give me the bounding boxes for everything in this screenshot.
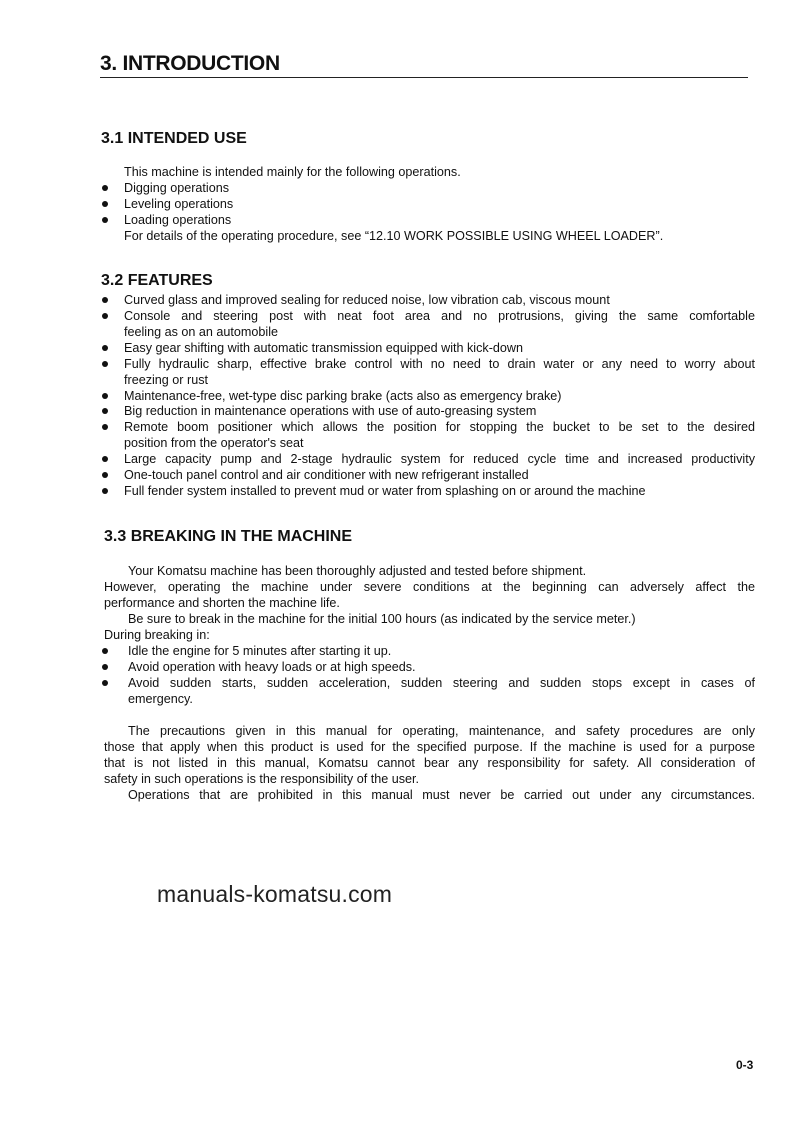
bullet-icon xyxy=(102,361,108,367)
bullet-icon xyxy=(102,201,108,207)
page-number: 0-3 xyxy=(736,1058,754,1072)
text-line: Big reduction in maintenance operations with use of auto-greasing system xyxy=(124,404,537,418)
text-line: position from the operator's seat xyxy=(124,436,304,450)
text-line: The precautions given in this manual for operating, maintenance, and safety procedures are only xyxy=(128,724,755,738)
bullet-icon xyxy=(102,313,108,319)
bullet-icon xyxy=(102,345,108,351)
text-line: Avoid sudden starts, sudden acceleration, sudden steering and sudden stops except in cases of xyxy=(128,676,755,690)
text-line: performance and shorten the machine life. xyxy=(104,596,340,610)
text-line: Fully hydraulic sharp, effective brake control with no need to drain water or any need to worry about xyxy=(124,357,755,371)
text-line: Operations that are prohibited in this manual must never be carried out under any circumstances. xyxy=(128,788,755,802)
bullet-icon xyxy=(102,680,108,686)
text-line: Curved glass and improved sealing for reduced noise, low vibration cab, viscous mount xyxy=(124,293,610,307)
text-line: Large capacity pump and 2-stage hydraulic system for reduced cycle time and increased productivity xyxy=(124,452,755,466)
text-line: freezing or rust xyxy=(124,373,208,387)
intended-use-intro: This machine is intended mainly for the following operations. xyxy=(124,165,461,179)
section-heading-intended-use: 3.1 INTENDED USE xyxy=(101,130,247,147)
text-line: Console and steering post with neat foot area and no protrusions, giving the same comfortable xyxy=(124,309,755,323)
section-heading-features: 3.2 FEATURES xyxy=(101,272,213,289)
text-line: feeling as on an automobile xyxy=(124,325,279,339)
text-line: emergency. xyxy=(128,692,193,706)
bullet-icon xyxy=(102,456,108,462)
text-line: Idle the engine for 5 minutes after starting it up. xyxy=(128,644,392,658)
watermark: manuals-komatsu.com xyxy=(157,881,393,907)
text-line: Full fender system installed to prevent mud or water from splashing on or around the machine xyxy=(124,484,646,498)
bullet-icon xyxy=(102,185,108,191)
text-line: One-touch panel control and air conditioner with new refrigerant installed xyxy=(124,468,529,482)
bullet-icon xyxy=(102,648,108,654)
text-line: safety in such operations is the responsibility of the user. xyxy=(104,772,420,786)
text-line: those that apply when this product is used for the specified purpose. If the machine is used for a purpose xyxy=(104,740,755,754)
text-line: Easy gear shifting with automatic transmission equipped with kick-down xyxy=(124,341,523,355)
text-line: During breaking in: xyxy=(104,628,210,642)
chapter-title: 3. INTRODUCTION xyxy=(100,52,280,75)
text-line: Maintenance-free, wet-type disc parking brake (acts also as emergency brake) xyxy=(124,389,562,403)
bullet-icon xyxy=(102,424,108,430)
list-item: Digging operations xyxy=(124,181,230,195)
bullet-icon xyxy=(102,472,108,478)
bullet-icon xyxy=(102,217,108,223)
text-line: Avoid operation with heavy loads or at high speeds. xyxy=(128,660,416,674)
bullet-icon xyxy=(102,408,108,414)
text-line: However, operating the machine under severe conditions at the beginning can adversely affect the xyxy=(104,580,755,594)
bullet-icon xyxy=(102,393,108,399)
list-item: Leveling operations xyxy=(124,197,234,211)
bullet-icon xyxy=(102,297,108,303)
text-line: Remote boom positioner which allows the position for stopping the bucket to be set to the desired xyxy=(124,420,755,434)
section-heading-breaking-in: 3.3 BREAKING IN THE MACHINE xyxy=(104,528,353,545)
intended-use-note: For details of the operating procedure, see “12.10 WORK POSSIBLE USING WHEEL LOADER”. xyxy=(124,229,664,243)
text-line: that is not listed in this manual, Komatsu cannot bear any responsibility for safety. All consideration of xyxy=(104,756,755,770)
list-item: Loading operations xyxy=(124,213,232,227)
text-line: Your Komatsu machine has been thoroughly adjusted and tested before shipment. xyxy=(128,564,587,578)
text-line: Be sure to break in the machine for the initial 100 hours (as indicated by the service meter.) xyxy=(128,612,636,626)
bullet-icon xyxy=(102,664,108,670)
bullet-icon xyxy=(102,488,108,494)
title-underline xyxy=(100,77,748,78)
